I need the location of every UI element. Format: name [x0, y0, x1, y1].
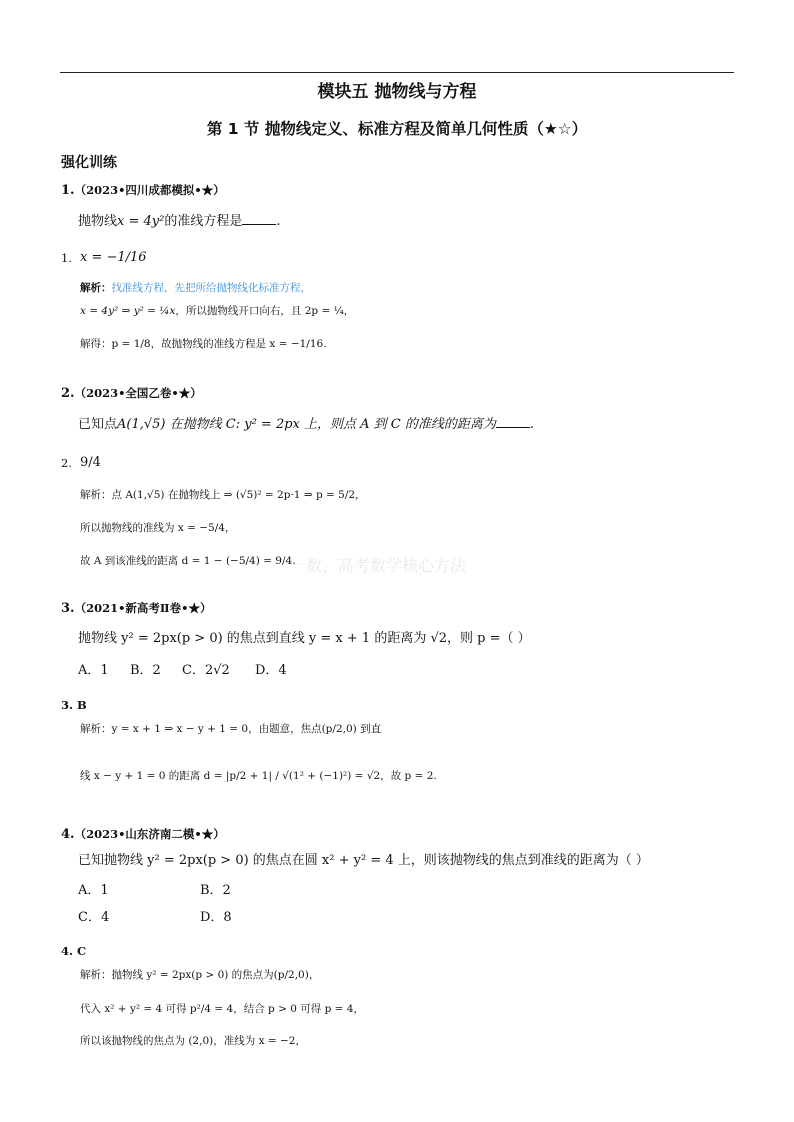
problem-3-option-b: B．2 — [130, 663, 161, 678]
answer-2-line1: 解析：点 A(1,√5) 在抛物线上 ⇒ (√5)² = 2p·1 ⇒ p = 5/2， — [80, 489, 366, 501]
answer-blank — [496, 415, 530, 428]
problem-1-question: 抛物线x = 4y²的准线方程是 . — [78, 214, 281, 229]
answer-blank — [242, 212, 276, 225]
section-label: 强化训练 — [61, 155, 117, 171]
answer-4-line3: 所以该抛物线的焦点为 (2,0)，准线为 x = −2， — [80, 1035, 306, 1047]
answer-1-value: x = −1/16 — [80, 250, 147, 265]
problem-4-option-d: D．8 — [200, 910, 232, 925]
problem-1-heading — [61, 182, 225, 199]
answer-4-line1: 解析：抛物线 y² = 2px(p > 0) 的焦点为(p/2,0)， — [80, 969, 320, 981]
header-rule — [60, 72, 734, 73]
answer-1-label: 1. — [61, 251, 72, 265]
problem-number: 1. — [61, 183, 75, 198]
answer-2-value: 9/4 — [80, 455, 101, 470]
watermark: 一数，高考数学核心方法 — [290, 556, 467, 575]
module-title: 模块五 抛物线与方程 — [317, 82, 477, 102]
answer-1-hint: 解析：找准线方程，先把所给抛物线化标准方程， — [80, 282, 311, 294]
problem-2-heading: 2.（2023•全国乙卷•★） — [61, 386, 202, 401]
answer-3-line1: 解析：y = x + 1 ⇒ x − y + 1 = 0，由题意，焦点(p/2,0) 到直 — [80, 723, 382, 735]
problem-4-option-c: C．4 — [78, 910, 110, 925]
problem-3-option-d: D．4 — [255, 663, 287, 678]
answer-2-label: 2. — [61, 456, 72, 470]
problem-3-option-c: C．2√2 — [182, 663, 230, 678]
problem-2-question: 已知点A(1,√5) 在抛物线 C: y² = 2px 上，则点 A 到 C 的准线的距离为 . — [78, 417, 535, 432]
problem-source: （2023•四川成都模拟•★） — [74, 183, 225, 197]
answer-3-line2: 线 x − y + 1 = 0 的距离 d = |p/2 + 1| / √(1² + (−1)²) = √2，故 p = 2. — [80, 770, 437, 782]
answer-4-line2: 代入 x² + y² = 4 可得 p²/4 = 4，结合 p > 0 可得 p = 4， — [80, 1003, 364, 1015]
problem-4-option-b: B．2 — [200, 883, 231, 898]
answer-3-label: 3. B — [61, 698, 87, 712]
problem-4-heading: 4.（2023•山东济南二模•★） — [61, 827, 225, 842]
problem-3-question: 抛物线 y² = 2px(p > 0) 的焦点到直线 y = x + 1 的距离为 √2，则 p =（ ） — [78, 631, 531, 646]
answer-4-label: 4. C — [61, 944, 87, 958]
section-title: 第 1 节 抛物线定义、标准方程及简单几何性质（★☆） — [206, 120, 588, 138]
problem-4-question: 已知抛物线 y² = 2px(p > 0) 的焦点在圆 x² + y² = 4 上，则该抛物线的焦点到准线的距离为（ ） — [78, 853, 649, 868]
problem-4-option-a: A．1 — [78, 883, 109, 898]
problem-3-heading: 3.（2021•新高考Ⅱ卷•★） — [61, 601, 212, 616]
answer-1-line1: x = 4y² ⇒ y² = ¼x，所以抛物线开口向右，且 2p = ¼， — [80, 305, 355, 317]
answer-2-line3: 故 A 到该准线的距离 d = 1 − (−5/4) = 9/4. — [80, 555, 296, 567]
answer-1-line2: 解得：p = 1/8，故抛物线的准线方程是 x = −1/16. — [80, 338, 327, 350]
answer-2-line2: 所以抛物线的准线为 x = −5/4， — [80, 522, 236, 534]
problem-3-option-a: A．1 — [78, 663, 109, 678]
